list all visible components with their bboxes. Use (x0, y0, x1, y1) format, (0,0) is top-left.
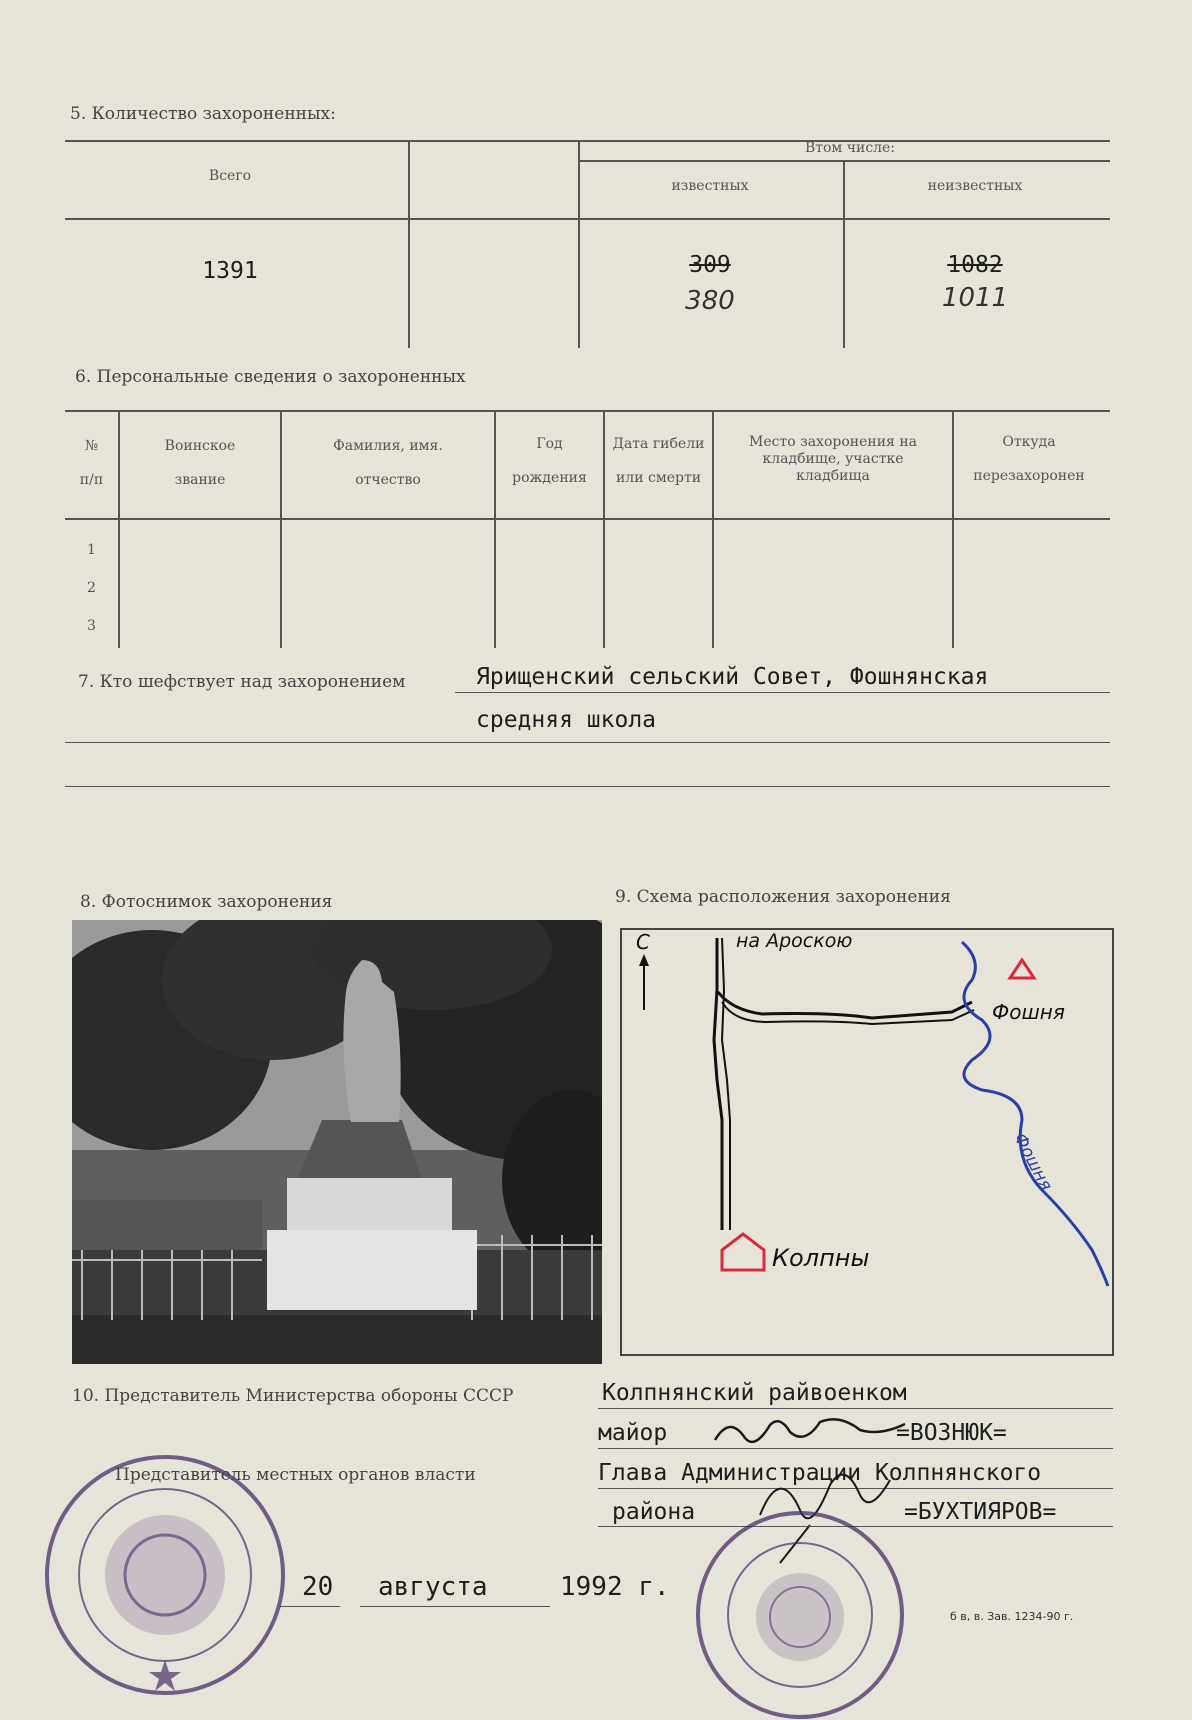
s6-h-year-a: Год (536, 436, 563, 452)
s10-rule-2 (598, 1448, 1113, 1449)
schema-north-label: С (636, 930, 650, 954)
s5-col-divider-2 (578, 140, 580, 348)
stamp-administration (690, 1505, 910, 1720)
s10-line4-a: района (612, 1499, 696, 1525)
s10-line3: Глава Администрации Колпнянского (598, 1460, 1042, 1486)
s6-h-date-a: Дата гибели (612, 436, 705, 452)
schema-road-label: на Ароскою (736, 930, 853, 952)
s5-unknown-handwritten: 1011 (941, 283, 1009, 313)
section5-title: 5. Количество захороненных: (70, 104, 336, 124)
memorial-photo (72, 920, 602, 1364)
location-schema (620, 928, 1114, 1356)
s5-col-divider-3 (843, 160, 845, 348)
section7-value-line1: Ярищенский сельский Совет, Фошнянская (476, 664, 989, 690)
s7-rule-3 (65, 786, 1110, 787)
signature-voznyuk (710, 1410, 910, 1452)
schema-village-kolpny: Колпны (772, 1244, 870, 1272)
s5-total-header: Всего (208, 168, 252, 184)
s10-name-voznyuk: =ВОЗНЮК= (896, 1420, 1007, 1446)
s7-rule-1 (455, 692, 1110, 693)
s10-line1: Колпнянский райвоенком (602, 1380, 907, 1406)
s10-name-bukhtiyarov: =БУХТИЯРОВ= (904, 1499, 1057, 1525)
s5-known-handwritten: 380 (685, 286, 735, 316)
date-day: 20 (302, 1572, 334, 1602)
s6-row-num: 1 (87, 542, 96, 558)
s5-including-header: Втом числе: (804, 140, 896, 156)
s6-div-5 (712, 410, 714, 648)
s6-h-rank-a: Воинское (164, 438, 236, 454)
s5-known-header: известных (671, 178, 749, 194)
section7-label: 7. Кто шефствует над захоронением (78, 672, 406, 692)
s6-h-date-b: или смерти (615, 470, 702, 486)
s6-h-from-b: перезахоронен (973, 468, 1085, 484)
s5-col-divider-1 (408, 140, 410, 348)
s5-total-value: 1391 (202, 258, 258, 284)
s6-row-num: 2 (87, 580, 96, 596)
s6-h-from-a: Откуда (1002, 434, 1056, 450)
date-month-rule (360, 1606, 550, 1607)
s6-h-place: Место захоронения на кладбище, участке кладбища (748, 434, 918, 484)
section9-title: 9. Схема расположения захоронения (615, 887, 951, 907)
section8-title: 8. Фотоснимок захоронения (80, 892, 333, 912)
s6-h-num-b: п/п (79, 472, 104, 488)
s5-known-typed: 309 (689, 252, 731, 278)
s5-header-rule (65, 218, 1110, 220)
s5-unknown-header: неизвестных (927, 178, 1023, 194)
s6-row-num: 3 (87, 618, 96, 634)
s7-rule-2 (65, 742, 1110, 743)
print-mark: б в, в. Зав. 1234-90 г. (950, 1610, 1074, 1623)
s6-h-rank-b: звание (174, 472, 226, 488)
section7-value-line2: средняя школа (476, 707, 657, 733)
schema-river-label: Фошня (1009, 1130, 1057, 1195)
s10-local-label: Представитель местных органов власти (115, 1465, 476, 1485)
s6-h-num-a: № (84, 438, 99, 454)
s6-h-year-b: рождения (512, 470, 587, 486)
schema-village-foshnya: Фошня (992, 1000, 1065, 1024)
stamp-military-commissariat (40, 1450, 290, 1700)
s6-h-name-a: Фамилия, имя. (333, 438, 443, 454)
s6-h-name-b: отчество (355, 472, 421, 488)
s10-rule-1 (598, 1408, 1113, 1409)
date-month: августа (378, 1572, 488, 1602)
s10-rank: майор (598, 1420, 668, 1446)
schema-drawing (622, 930, 1112, 1354)
date-year: 1992 г. (560, 1572, 670, 1602)
s5-unknown-typed: 1082 (947, 252, 1003, 278)
s5-sub-rule (580, 160, 1110, 162)
section10-label: 10. Представитель Министерства обороны СССР (72, 1386, 514, 1406)
section6-title: 6. Персональные сведения о захороненных (75, 367, 466, 387)
